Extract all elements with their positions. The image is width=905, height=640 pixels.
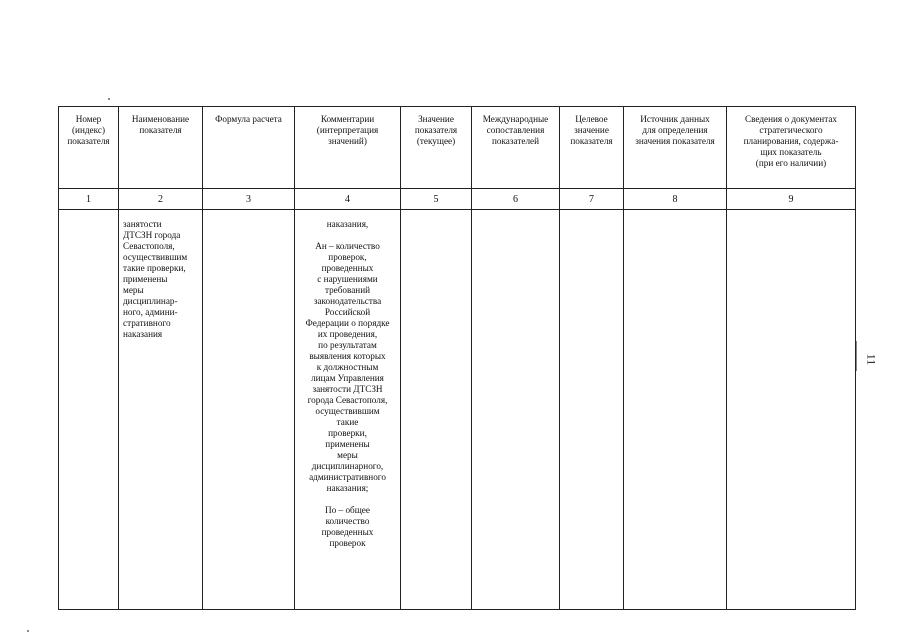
header-line: для определения [642,125,708,135]
header-line: показателя [570,136,613,146]
header-line: Номер [75,114,102,124]
comment-line: занятости ДТСЗН [312,384,383,394]
column-number: 7 [560,189,624,210]
header-line: (индекс) [71,125,106,135]
indicator-name-line: меры [123,285,144,295]
comment-line: количество [325,516,370,526]
cell-international [472,210,560,610]
comment-line: проверки, [328,428,367,438]
comment-line: такие [336,417,359,427]
indicator-name-line: занятости [123,219,162,229]
paragraph-gap [295,230,400,241]
column-number-row [59,189,856,210]
header-line: Источник данных [640,114,710,124]
header-line: Целевое [575,114,608,124]
comment-line: их проведения, [317,329,378,339]
header-line: щих показатель [760,147,822,157]
header-line: значений) [328,136,367,146]
comment-line: осуществившим [315,406,380,416]
indicator-name-line: дисциплинар- [123,296,178,306]
comment-line: проверок [329,538,366,548]
header-line: значение [574,125,609,135]
comment-line: с нарушениями [317,274,378,284]
header-cell [401,107,472,189]
comment-line: Ан – количество [315,241,380,251]
margin-mark [856,341,857,371]
header-cell [295,107,401,189]
comment-line: города Севастополя, [307,395,388,405]
header-cell [727,107,856,189]
column-number: 8 [624,189,727,210]
column-number: 4 [295,189,401,210]
cell-current-value [401,210,472,610]
comment-line: административного [309,472,386,482]
indicator-name-line: наказания [123,329,163,339]
comment-line: к должностным [316,362,379,372]
comment-line: меры [337,450,358,460]
cell-strategic-docs [727,210,856,610]
table-row [59,210,856,610]
indicator-table [58,106,856,610]
indicator-name-line: стративного [123,318,171,328]
comment-line: проверок, [328,252,367,262]
scan-speck [108,98,110,100]
page-number: 11 [864,353,879,366]
column-number: 6 [472,189,560,210]
comment-line: законодательства [313,296,382,306]
comment-line: Федерации о порядке [305,318,390,328]
cell-index [59,210,119,610]
comment-line: проведенных [321,527,374,537]
header-line: Международные [482,114,549,124]
comment-line: проведенных [321,263,374,273]
comment-line: дисциплинарного, [311,461,384,471]
comment-line: наказания, [326,219,369,229]
header-line: (при его наличии) [755,158,827,168]
column-number: 3 [203,189,295,210]
comment-line: наказания; [326,483,369,493]
header-line: стратегического [759,125,823,135]
header-cell [119,107,203,189]
cell-data-source [624,210,727,610]
comment-line: По – общее [325,505,370,515]
comment-line: лицам Управления [311,373,384,383]
indicator-name-line: осуществившим [123,252,188,262]
header-line: Комментарии [320,114,375,124]
header-cell [203,107,295,189]
paragraph-gap [295,494,400,505]
cell-target-value [560,210,624,610]
cell-indicator-name [119,210,203,610]
header-line: (текущее) [416,136,456,146]
indicator-name-line: такие проверки, [123,263,186,273]
header-cell [59,107,119,189]
header-line: сопоставления [486,125,545,135]
header-line: Значение [418,114,454,124]
column-number: 1 [59,189,119,210]
indicator-name-line: ДТСЗН города [123,230,181,240]
header-cell [472,107,560,189]
indicator-name-line: Севастополя, [123,241,175,251]
header-cell [560,107,624,189]
header-line: значения показателя [635,136,715,146]
cell-formula [203,210,295,610]
indicator-name-line: применены [123,274,168,284]
comment-line: Российской [324,307,371,317]
header-line: (интерпретация [316,125,379,135]
comment-line: требований [324,285,371,295]
header-line: показателя [414,125,458,135]
header-line: Формула расчета [215,114,282,124]
header-line: показателя [139,125,182,135]
comment-line: выявления которых [309,351,386,361]
header-cell [624,107,727,189]
header-line: показателей [491,136,540,146]
column-number: 9 [727,189,856,210]
scan-speck [27,630,29,632]
column-number: 5 [401,189,472,210]
header-line: показателя [67,136,110,146]
indicator-name-line: ного, админи- [123,307,178,317]
header-line: Сведения о документах [744,114,838,124]
header-row [59,107,856,189]
column-number: 2 [119,189,203,210]
header-line: Наименование [131,114,190,124]
comment-line: по результатам [318,340,377,350]
comment-line: применены [325,439,370,449]
cell-comments [295,210,401,610]
header-line: планирования, содержа- [743,136,839,146]
